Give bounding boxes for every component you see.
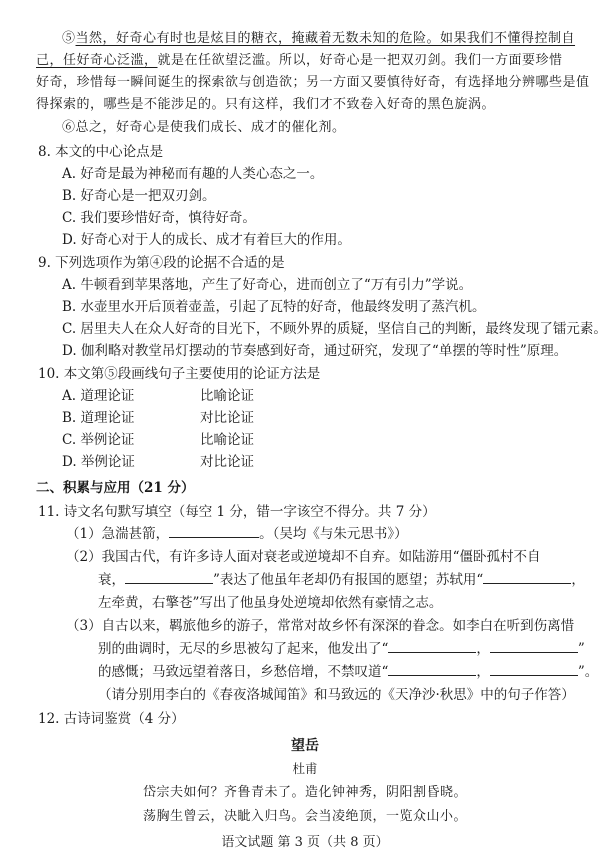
- q8-option-b[interactable]: B. 好奇心是一把双刃剑。: [62, 188, 216, 204]
- q10-option-b-second: 对比论证: [200, 410, 254, 426]
- q11-sub2-line1: （2）我国古代，有许多诗人面对衰老或逆境却不自弃。如陆游用“僵卧孤村不自: [66, 549, 541, 565]
- q9-option-c[interactable]: C. 居里夫人在众人好奇的目光下，不顾外界的质疑，坚信自己的判断，最终发现了镭元素。: [62, 321, 607, 337]
- q10-option-b[interactable]: B. 道理论证: [62, 410, 135, 426]
- p5-line2-rest: 就是在任欲望泛滥。所以，好奇心是一把双刃剑。我们一方面要珍惜: [157, 53, 563, 68]
- q11-sub3-text-b: 的感慨；马致远望着落日，乡愁倍增，不禁叹道“: [98, 664, 389, 680]
- poem-line-2: 荡胸生曾云，决眦入归鸟。会当凌绝顶，一览众山小。: [142, 809, 467, 824]
- q11-sub3-quote-close-2: ”。: [577, 664, 599, 680]
- q10-stem: 10. 本文第⑤段画线句子主要使用的论证方法是: [38, 366, 321, 382]
- passage-p5-line4: 得探索的，哪些是不能涉足的。只有这样，我们才不致卷入好奇的黑色旋涡。: [36, 97, 496, 112]
- answer-blank-7[interactable]: [490, 663, 578, 676]
- answer-blank-4[interactable]: [388, 640, 476, 653]
- q11-sub2-comma: ，: [571, 572, 585, 588]
- q11-sub3-comma-2: ，: [476, 664, 490, 680]
- answer-blank-6[interactable]: [388, 663, 476, 676]
- section-2-title: 二、积累与应用（21 分）: [36, 480, 195, 496]
- q11-sub2-text-a: 衰，: [98, 572, 125, 588]
- q11-sub1-source: 。（吴均《与朱元思书》）: [259, 526, 408, 542]
- q11-stem: 11. 诗文名句默写填空（每空 1 分，错一字该空不得分。共 7 分）: [38, 504, 436, 520]
- q8-stem: 8. 本文的中心论点是: [38, 144, 164, 160]
- q10-option-a-second: 比喻论证: [200, 388, 254, 404]
- q11-sub3-text-a: 别的曲调时，无尽的乡思被勾了起来，他发出了“: [98, 641, 389, 657]
- q12-stem: 12. 古诗词鉴赏（4 分）: [38, 711, 185, 727]
- q11-sub2-line2: [98, 571, 585, 589]
- q8-option-d[interactable]: D. 好奇心对于人的成长、成才有着巨大的作用。: [62, 232, 351, 248]
- q8-option-a[interactable]: A. 好奇是最为神秘而有趣的人类心态之一。: [62, 166, 324, 182]
- poem-title: 望岳: [291, 738, 319, 754]
- q9-option-a[interactable]: A. 牛顿看到苹果落地，产生了好奇心，进而创立了“万有引力”学说。: [62, 277, 473, 293]
- q11-sub3-line2: [98, 640, 585, 658]
- q11-sub3-quote-close-1: ”: [577, 641, 585, 657]
- underlined-sentence-part2: 己，任好奇心泛滥，: [36, 53, 158, 68]
- passage-p5-line2: [36, 52, 563, 70]
- answer-blank-3[interactable]: [483, 571, 571, 584]
- q10-option-c[interactable]: C. 举例论证: [62, 432, 135, 448]
- q11-sub3-note: （请分别用李白的《春夜洛城闻笛》和马致远的《天净沙·秋思》中的句子作答）: [98, 687, 575, 703]
- poem-author: 杜甫: [292, 761, 318, 776]
- poem-line-1: 岱宗夫如何？齐鲁青未了。造化钟神秀，阴阳割昏晓。: [142, 785, 467, 800]
- q10-option-d-second: 对比论证: [200, 454, 254, 470]
- passage-p5-line1: [62, 30, 575, 48]
- para-marker: ⑤: [62, 31, 76, 46]
- q11-sub1: [66, 525, 408, 543]
- q9-option-d[interactable]: D. 伽利略对教堂吊灯摆动的节奏感到好奇，通过研究，发现了“单摆的等时性”原理。: [62, 343, 568, 359]
- q8-option-c[interactable]: C. 我们要珍惜好奇，慎待好奇。: [62, 210, 256, 226]
- q11-sub2-text-b: ”表达了他虽年老却仍有报国的愿望；苏轼用“: [213, 572, 484, 588]
- q11-sub1-text: （1）急湍甚箭，: [66, 526, 170, 542]
- q9-option-b[interactable]: B. 水壶里水开后顶着壶盖，引起了瓦特的好奇，他最终发明了蒸汽机。: [62, 299, 486, 315]
- underlined-sentence-part1: 当然，好奇心有时也是炫目的糖衣，掩藏着无数未知的危险。如果我们不懂得控制自: [75, 31, 576, 46]
- q11-sub2-line3: 左牵黄，右擎苍”写出了他虽身处逆境却依然有豪情之志。: [98, 595, 443, 611]
- page-footer: 语文试题 第 3 页（共 8 页）: [221, 835, 389, 850]
- answer-blank-5[interactable]: [490, 640, 578, 653]
- passage-p5-line3: 好奇，珍惜每一瞬间诞生的探索欲与创造欲；另一方面又要慎待好奇，有选择地分辨哪些是值: [36, 75, 590, 90]
- passage-p6: ⑥总之，好奇心是使我们成长、成才的催化剂。: [62, 120, 346, 135]
- q9-stem: 9. 下列选项作为第④段的论据不合适的是: [38, 255, 285, 271]
- q11-sub3-comma-1: ，: [476, 641, 490, 657]
- q10-option-d[interactable]: D. 举例论证: [62, 454, 135, 470]
- q11-sub3-line1: （3）自古以来，羁旅他乡的游子，常常对故乡怀有深深的眷念。如李白在听到伤离惜: [66, 618, 575, 634]
- q10-option-c-second: 比喻论证: [200, 432, 254, 448]
- answer-blank-1[interactable]: [169, 525, 259, 538]
- answer-blank-2[interactable]: [125, 571, 213, 584]
- q10-option-a[interactable]: A. 道理论证: [62, 388, 135, 404]
- q11-sub3-line3: [98, 663, 598, 681]
